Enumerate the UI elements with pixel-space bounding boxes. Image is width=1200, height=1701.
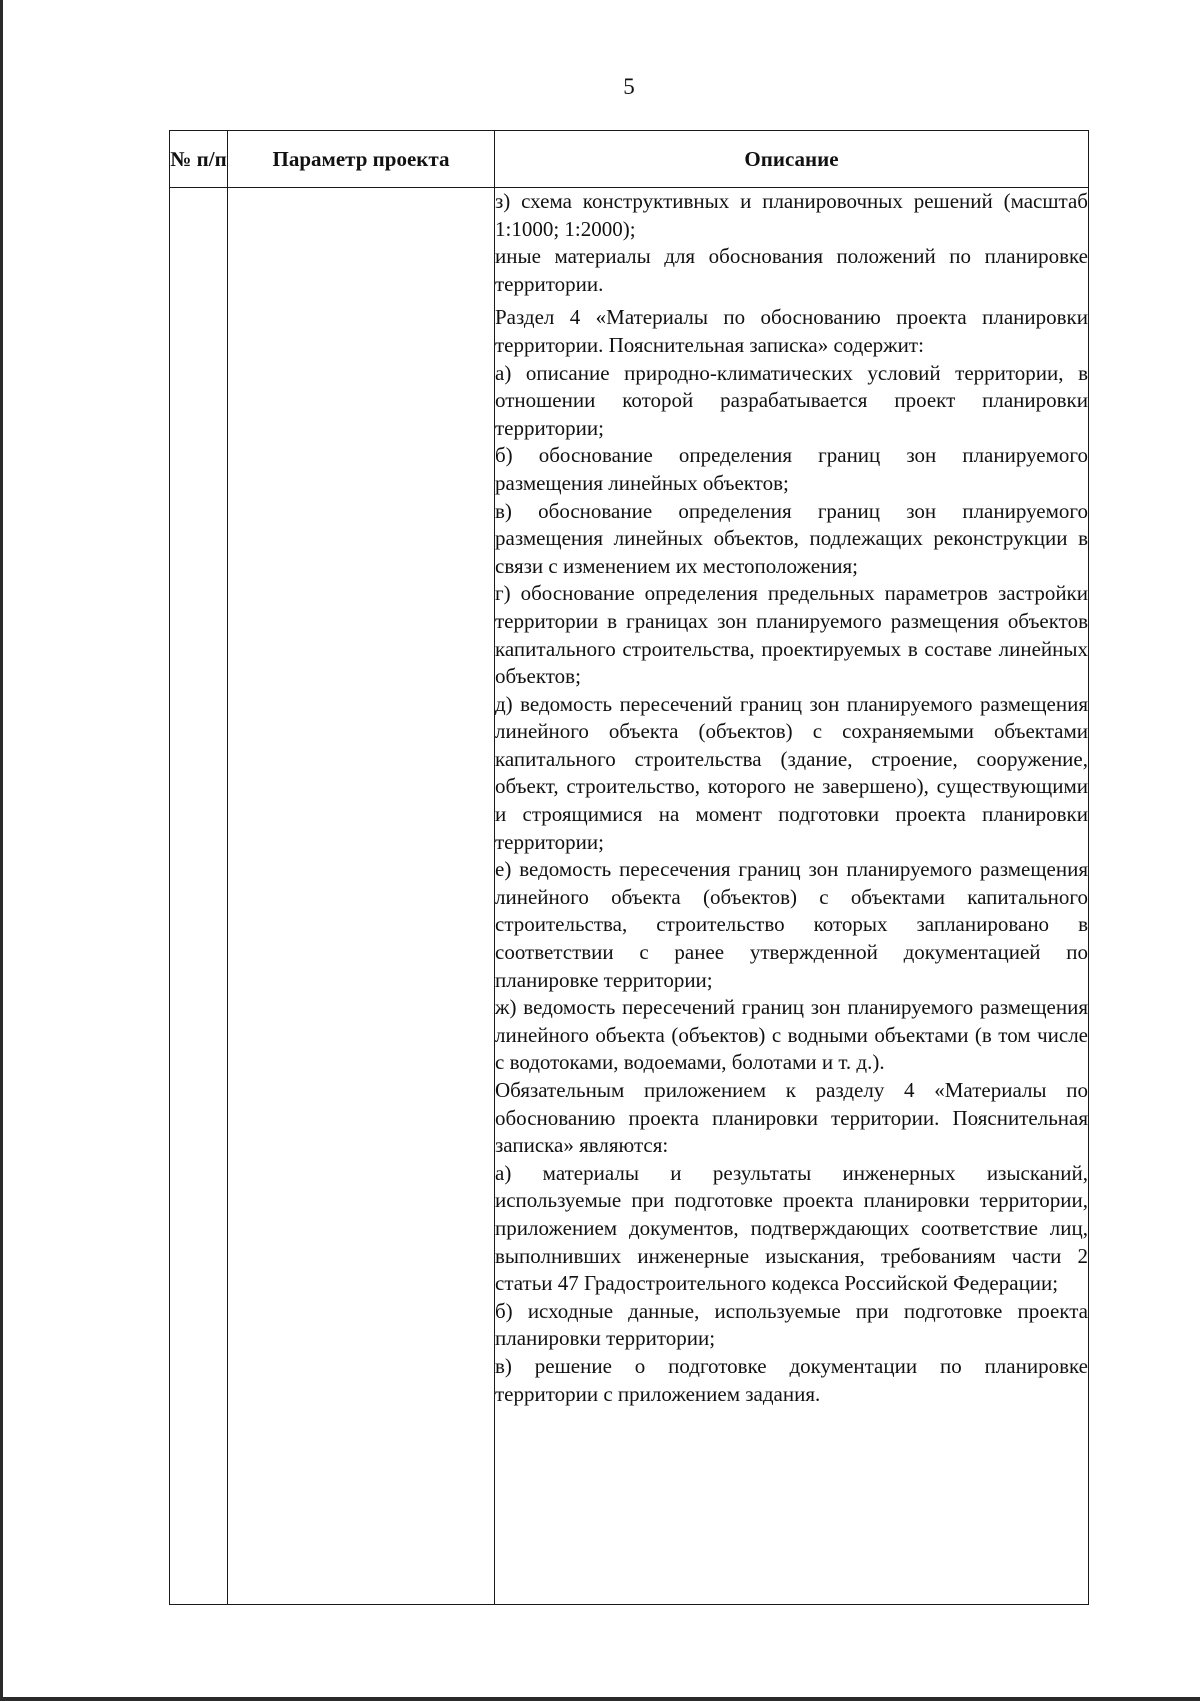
description-paragraph: е) ведомость пересечения границ зон планируемого размещения линейного объекта (объектов) с объектами капитального строительства, строительство которых запланировано в соответствии с ранее утвержденной документацией по планировке территории; bbox=[495, 857, 1088, 992]
parameter-cell bbox=[228, 188, 495, 1605]
page-number: 5 bbox=[623, 74, 635, 99]
table-header-row bbox=[170, 131, 1089, 188]
scan-edge-bottom bbox=[0, 1697, 1200, 1701]
description-paragraph: з) схема конструктивных и планировочных решений (масштаб 1:1000; 1:2000); bbox=[495, 189, 1088, 241]
description-paragraph: Обязательным приложением к разделу 4 «Материалы по обоснованию проекта планировки территории. Пояснительная записка» являются: bbox=[495, 1078, 1088, 1158]
header-number bbox=[170, 131, 228, 188]
description-cell bbox=[495, 188, 1089, 1605]
description-paragraph: г) обоснование определения предельных параметров застройки территории в границах зон планируемого размещения объектов капитального строительства, проектируемых в составе линейных объектов; bbox=[495, 581, 1088, 689]
description-paragraph: б) обоснование определения границ зон планируемого размещения линейных объектов; bbox=[495, 443, 1088, 495]
description-paragraph: ж) ведомость пересечений границ зон планируемого размещения линейного объекта (объектов) с водными объектами (в том числе с водотоками, водоемами, болотами и т. д.). bbox=[495, 995, 1088, 1075]
description-paragraph: Раздел 4 «Материалы по обоснованию проекта планировки территории. Пояснительная записка» содержит: bbox=[495, 305, 1088, 357]
description-paragraph: а) материалы и результаты инженерных изысканий, используемые при подготовке проекта планировки территории, приложением документов, подтверждающих соответствие лиц, выполнивших инженерные изыскания, требованиям части 2 статьи 47 Градостроительного кодекса Российской Федерации; bbox=[495, 1160, 1088, 1296]
header-description: Описание bbox=[495, 131, 1089, 188]
description-paragraph: в) решение о подготовке документации по планировке территории с приложением задания. bbox=[495, 1353, 1088, 1406]
table-row bbox=[170, 188, 1089, 1605]
number-cell bbox=[170, 188, 228, 1605]
document-table bbox=[169, 130, 1089, 1605]
header-number-label: № п/п bbox=[170, 147, 227, 171]
header-parameter: Параметр проекта bbox=[228, 131, 495, 188]
scan-edge-left bbox=[0, 0, 3, 1701]
description-paragraph: д) ведомость пересечений границ зон планируемого размещения линейного объекта (объектов) с сохраняемыми объектами капитального строительства (здание, строение, сооружение, объект, строительство, которого не завершено), существующими и строящимися на момент подготовки проекта планировки территории; bbox=[495, 691, 1088, 854]
description-paragraph: в) обоснование определения границ зон планируемого размещения линейных объектов, подлежащих реконструкции в связи с изменением их местоположения; bbox=[495, 498, 1088, 578]
description-paragraph: б) исходные данные, используемые при подготовке проекта планировки территории; bbox=[495, 1298, 1088, 1351]
description-paragraph: а) описание природно-климатических условий территории, в отношении которой разрабатывается проект планировки территории; bbox=[495, 360, 1088, 440]
description-paragraph: иные материалы для обоснования положений по планировке территории. bbox=[495, 244, 1088, 296]
